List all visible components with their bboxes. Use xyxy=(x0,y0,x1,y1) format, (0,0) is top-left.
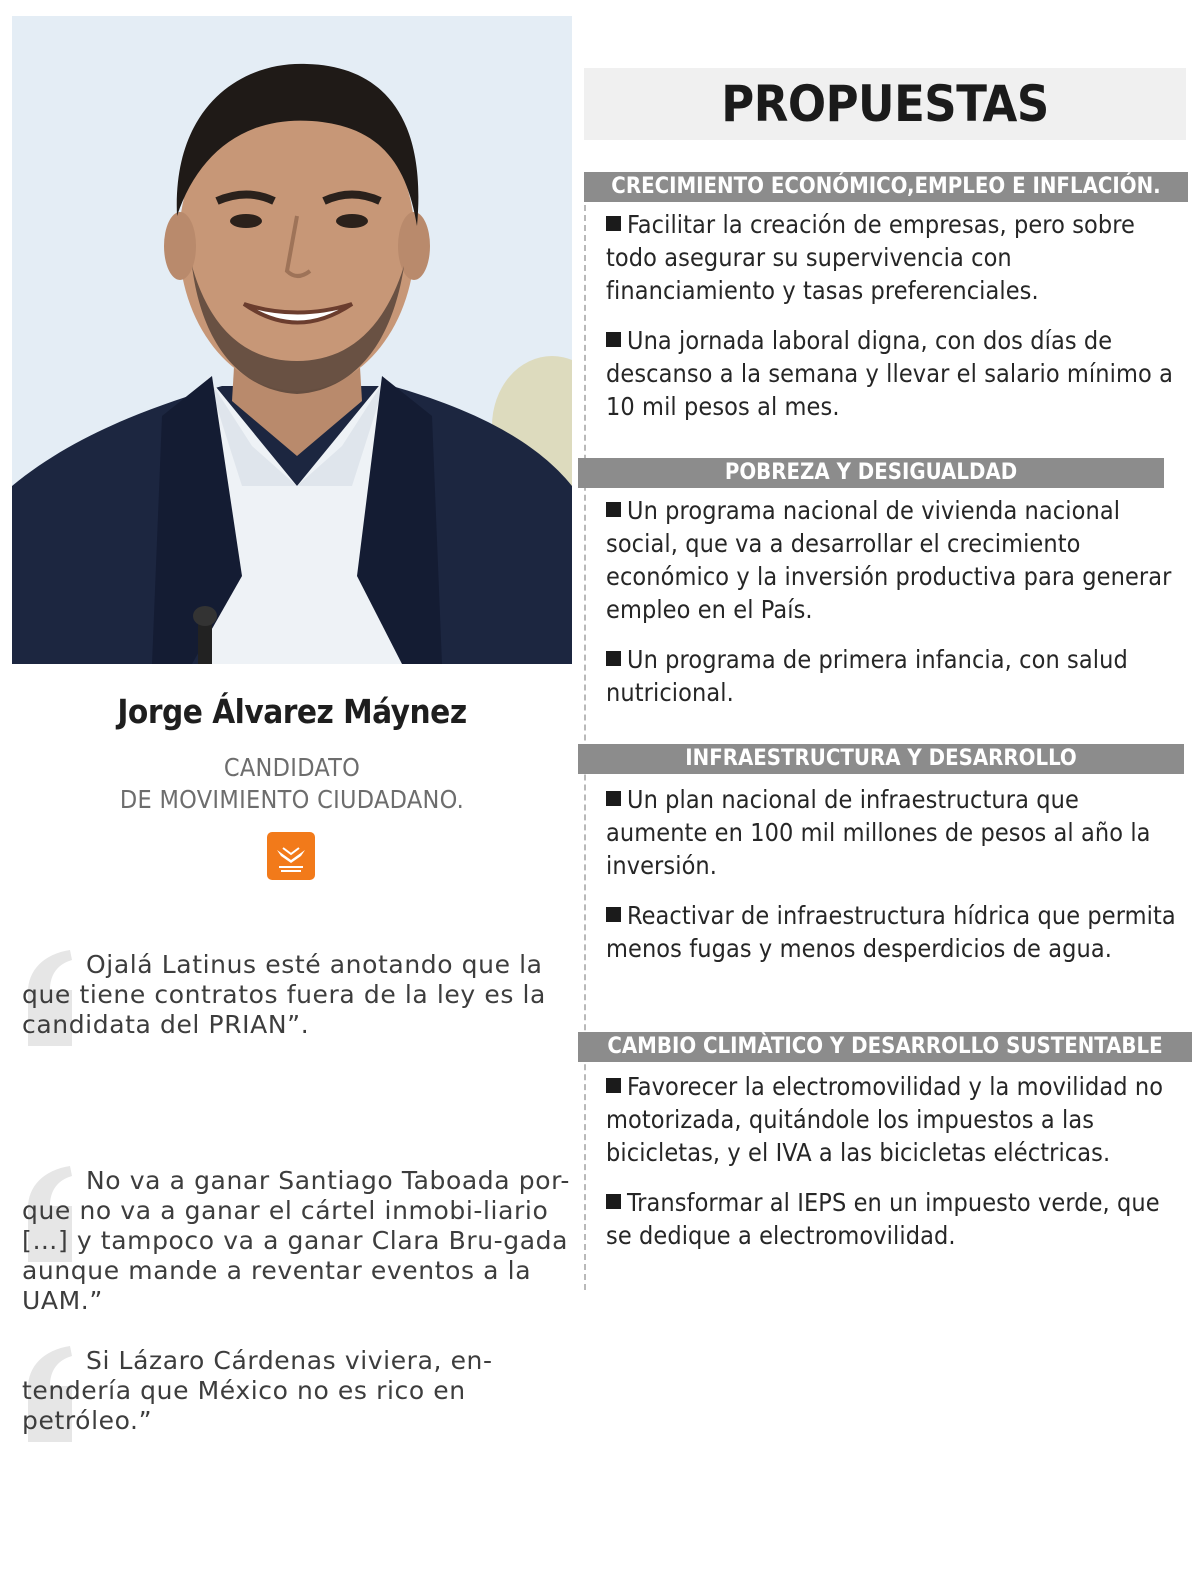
bullet-square-icon xyxy=(606,651,621,666)
bullet-square-icon xyxy=(606,216,621,231)
section-items-infrastructure xyxy=(606,783,1176,982)
quote-1 xyxy=(22,950,570,1040)
list-item xyxy=(606,208,1176,307)
quote-1-text: Ojalá Latinus esté anotando que la que tiene contratos fuera de la ley es la candidata del PRIAN”. xyxy=(22,950,546,1039)
list-item xyxy=(606,783,1176,882)
bullet-square-icon xyxy=(606,791,621,806)
list-item-text: Un plan nacional de infraestructura que aumente en 100 mil millones de pesos al año la inversión. xyxy=(606,785,1151,880)
list-item-text: Una jornada laboral digna, con dos días de descanso a la semana y llevar el salario mínimo a 10 mil pesos al mes. xyxy=(606,326,1173,421)
section-items-poverty xyxy=(606,494,1176,726)
list-item xyxy=(606,1070,1176,1169)
section-header-economy: CRECIMIENTO ECONÓMICO,EMPLEO E INFLACIÓN. xyxy=(584,172,1188,202)
list-item xyxy=(606,494,1176,626)
bullet-square-icon xyxy=(606,1194,621,1209)
quote-2-text: No va a ganar Santiago Taboada por-que no va a ganar el cártel inmobi-liario […] y tampoco va a ganar Clara Bru-gada aunque mande a reventar eventos a la UAM.” xyxy=(22,1166,571,1315)
candidate-role-line1: CANDIDATO xyxy=(223,753,361,782)
list-item-text: Favorecer la electromovilidad y la movilidad no motorizada, quitándole los impuestos a las bicicletas, y el IVA a las bicicletas eléctricas. xyxy=(606,1072,1164,1167)
candidate-portrait xyxy=(12,16,572,664)
list-item-text: Un programa de primera infancia, con salud nutricional. xyxy=(606,645,1128,707)
quote-3-text: Si Lázaro Cárdenas viviera, en-tendería que México no es rico en petróleo.” xyxy=(22,1346,493,1435)
candidate-role xyxy=(12,752,572,816)
quote-3 xyxy=(22,1346,570,1436)
section-items-economy xyxy=(606,208,1176,440)
list-item-text: Un programa nacional de vivienda nacional social, que va a desarrollar el crecimiento económico y la inversión productiva para generar empleo en el País. xyxy=(606,496,1172,624)
bullet-square-icon xyxy=(606,332,621,347)
proposals-title: PROPUESTAS xyxy=(584,68,1186,140)
section-header-poverty: POBREZA Y DESIGUALDAD xyxy=(578,458,1164,488)
bullet-square-icon xyxy=(606,502,621,517)
list-item-text: Facilitar la creación de empresas, pero sobre todo asegurar su supervivencia con financiamiento y tasas preferenciales. xyxy=(606,210,1135,305)
candidate-photo xyxy=(12,16,572,664)
candidate-role-line2: DE MOVIMIENTO CIUDADANO. xyxy=(119,785,465,814)
section-header-climate: CAMBIO CLIMÀTICO Y DESARROLLO SUSTENTABLE xyxy=(578,1032,1192,1062)
candidate-name: Jorge Álvarez Máynez xyxy=(117,692,467,731)
movimiento-ciudadano-logo-icon xyxy=(267,832,315,880)
list-item-text: Reactivar de infraestructura hídrica que permita menos fugas y menos desperdicios de agua. xyxy=(606,901,1176,963)
list-item xyxy=(606,899,1176,965)
list-item xyxy=(606,643,1176,709)
bullet-square-icon xyxy=(606,1078,621,1093)
list-item xyxy=(606,324,1176,423)
list-item-text: Transformar al IEPS en un impuesto verde, que se dedique a electromovilidad. xyxy=(606,1188,1160,1250)
list-item xyxy=(606,1186,1176,1252)
bullet-square-icon xyxy=(606,907,621,922)
section-items-climate xyxy=(606,1070,1176,1269)
quote-2 xyxy=(22,1166,570,1316)
section-header-infrastructure: INFRAESTRUCTURA Y DESARROLLO xyxy=(578,744,1184,774)
